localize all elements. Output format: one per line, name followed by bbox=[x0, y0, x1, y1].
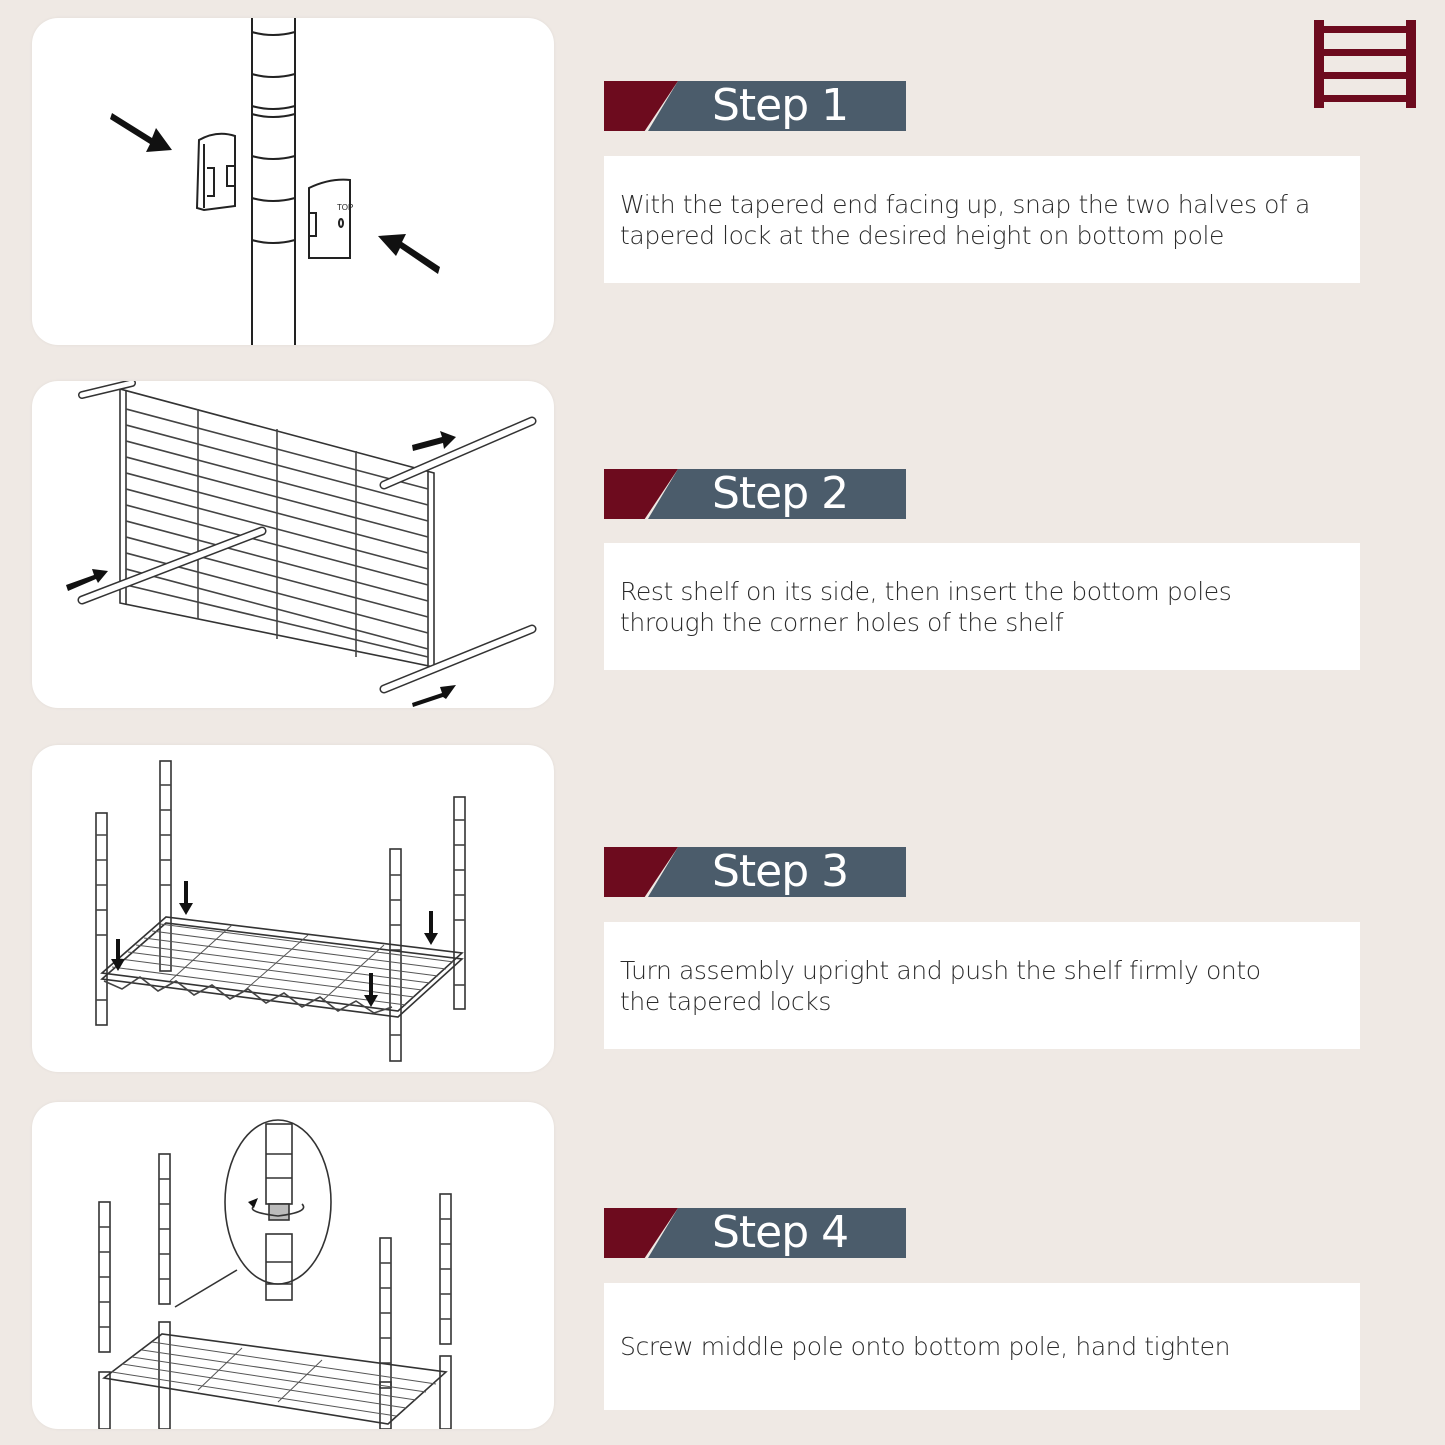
screw-pole-illustration bbox=[32, 1102, 554, 1429]
step-4-description bbox=[604, 1283, 1360, 1410]
step-2-header bbox=[604, 469, 906, 519]
step-1-header bbox=[604, 81, 906, 131]
step-text: Screw middle pole onto bottom pole, hand tighten bbox=[620, 1332, 1231, 1361]
step-3-header bbox=[604, 847, 906, 897]
step-title: Step 3 bbox=[712, 846, 849, 897]
push-shelf-illustration bbox=[32, 745, 554, 1072]
insert-poles-illustration bbox=[32, 381, 554, 708]
top-label: TOP bbox=[337, 203, 354, 212]
step-text: Turn assembly upright and push the shelf firmly onto the tapered locks bbox=[620, 955, 1261, 1016]
step-title: Step 4 bbox=[712, 1207, 849, 1258]
step-text: With the tapered end facing up, snap the two halves of a tapered lock at the desired height on bottom pole bbox=[620, 189, 1310, 250]
shelf-rack-icon bbox=[1312, 18, 1418, 110]
step-title: Step 2 bbox=[712, 468, 849, 519]
step-4-header bbox=[604, 1208, 906, 1258]
step-2-description bbox=[604, 543, 1360, 670]
tapered-lock-snap-illustration bbox=[32, 18, 554, 345]
step-title: Step 1 bbox=[712, 80, 849, 131]
step-1-description bbox=[604, 156, 1360, 283]
step-text: Rest shelf on its side, then insert the bottom poles through the corner holes of the shelf bbox=[620, 576, 1232, 637]
step-3-description bbox=[604, 922, 1360, 1049]
